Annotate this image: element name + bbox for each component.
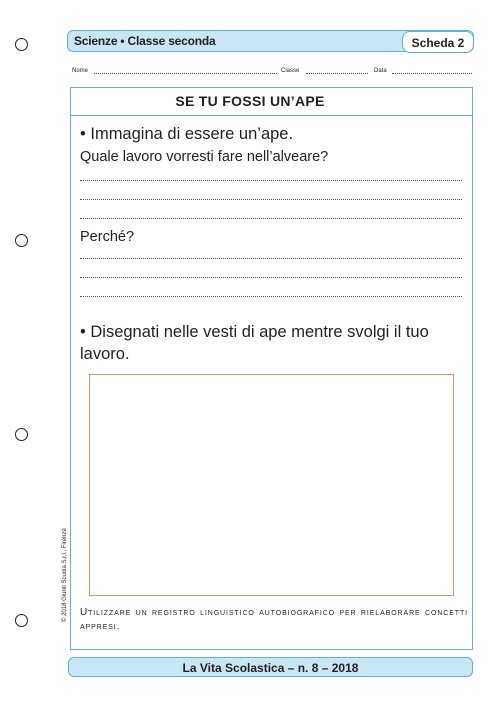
binder-hole-4 <box>15 614 28 627</box>
name-label: Nome <box>72 68 89 74</box>
magazine-issue: La Vita Scolastica – n. 8 – 2018 <box>182 661 359 675</box>
binder-hole-1 <box>15 38 28 51</box>
sheet-number: Scheda 2 <box>411 36 465 50</box>
drawing-area[interactable] <box>89 374 454 596</box>
answer-line[interactable] <box>80 277 462 278</box>
binder-hole-2 <box>15 234 28 247</box>
answer-line[interactable] <box>80 258 462 259</box>
question-job: Quale lavoro vorresti fare nell’alveare? <box>80 149 329 165</box>
student-info-row <box>72 68 474 78</box>
class-field[interactable] <box>306 73 368 74</box>
worksheet-title: SE TU FOSSI UN’APE <box>175 93 325 109</box>
class-label: Classe <box>281 68 300 74</box>
date-field[interactable] <box>392 73 472 74</box>
answer-line[interactable] <box>80 296 462 297</box>
name-field[interactable] <box>94 73 277 74</box>
date-label: Data <box>374 68 387 74</box>
subject-label: Scienze • Classe seconda <box>74 34 216 48</box>
answer-line[interactable] <box>80 199 462 200</box>
answer-line[interactable] <box>80 180 462 181</box>
binder-hole-3 <box>15 428 28 441</box>
question-why: Perché? <box>80 229 135 245</box>
instruction-draw: • Disegnati nelle vesti di ape mentre svolgi il tuo lavoro. <box>80 323 429 363</box>
instruction-imagine: • Immagina di essere un’ape. <box>80 125 294 143</box>
copyright-note: © 2018 Giunti Scuola S.r.l., Firenze <box>62 528 68 622</box>
learning-objective: Utilizzare un registro linguistico autobiografico per rielaborare concetti appresi. <box>80 607 468 632</box>
title-divider <box>71 115 472 116</box>
footer-bar <box>68 657 473 677</box>
sheet-badge <box>402 31 474 53</box>
answer-line[interactable] <box>80 218 462 219</box>
